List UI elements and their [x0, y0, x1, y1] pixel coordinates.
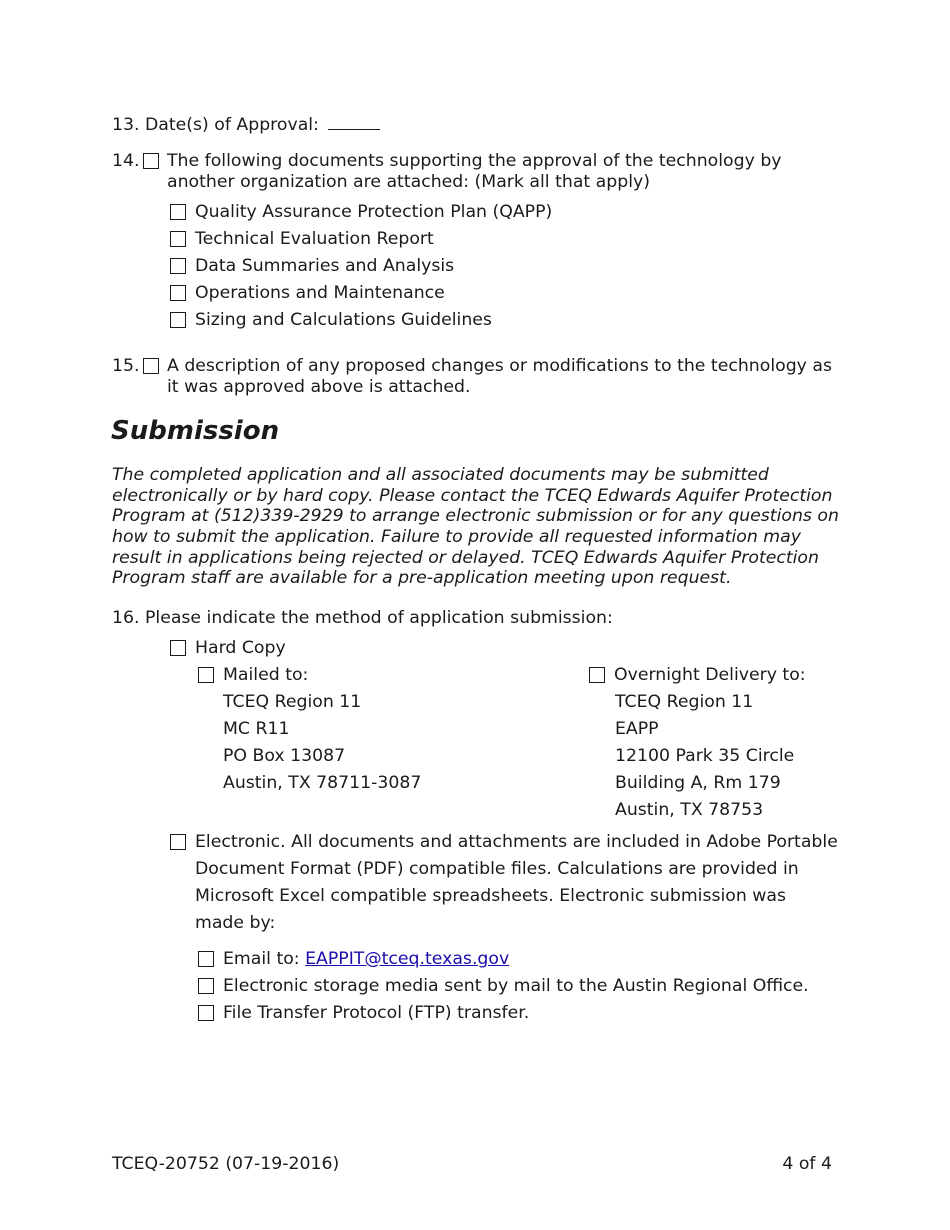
operations-maintenance-label: Operations and Maintenance [195, 283, 445, 303]
overnight-address-line: Building A, Rm 179 [615, 773, 781, 793]
electronic-text-line: Microsoft Excel compatible spreadsheets. Electronic submission was [195, 886, 787, 906]
electronic-text-line: Electronic. All documents and attachments are included in Adobe Portable [195, 832, 838, 852]
overnight-address-line: EAPP [615, 719, 659, 739]
item-14-number: 14. [112, 151, 140, 171]
submission-heading: Submission [111, 416, 280, 446]
mailed-address-line: TCEQ Region 11 [223, 692, 362, 712]
email-label: Email to: [223, 949, 300, 969]
item-13-number: 13. [112, 115, 140, 135]
overnight-address-line: 12100 Park 35 Circle [615, 746, 795, 766]
item-15-text-line2: it was approved above is attached. [167, 377, 471, 397]
electronic-text-line: Document Format (PDF) compatible files. Calculations are provided in [195, 859, 799, 879]
item-15-number: 15. [112, 356, 140, 376]
storage-media-checkbox[interactable] [198, 978, 214, 994]
submission-paragraph-line: electronically or by hard copy. Please contact the TCEQ Edwards Aquifer Protection [112, 486, 833, 506]
qapp-label: Quality Assurance Protection Plan (QAPP) [195, 202, 553, 222]
approval-date-field[interactable] [328, 112, 380, 130]
hard-copy-label: Hard Copy [195, 638, 286, 658]
item-15-text-line1: A description of any proposed changes or modifications to the technology as [167, 356, 832, 376]
electronic-text-line: made by: [195, 913, 276, 933]
footer-page-number: 4 of 4 [782, 1154, 832, 1174]
ftp-checkbox[interactable] [198, 1005, 214, 1021]
ftp-label: File Transfer Protocol (FTP) transfer. [223, 1003, 530, 1023]
item-16-label: 16. Please indicate the method of application submission: [112, 608, 613, 628]
technical-evaluation-label: Technical Evaluation Report [195, 229, 434, 249]
overnight-delivery-checkbox[interactable] [589, 667, 605, 683]
technical-evaluation-checkbox[interactable] [170, 231, 186, 247]
item-14-checkbox[interactable] [143, 153, 159, 169]
submission-paragraph-line: Program staff are available for a pre-application meeting upon request. [112, 568, 732, 588]
data-summaries-label: Data Summaries and Analysis [195, 256, 455, 276]
mailed-address-line: MC R11 [223, 719, 290, 739]
email-row [223, 949, 509, 970]
item-14-text-line1: The following documents supporting the approval of the technology by [167, 151, 782, 171]
qapp-checkbox[interactable] [170, 204, 186, 220]
storage-media-label: Electronic storage media sent by mail to the Austin Regional Office. [223, 976, 809, 996]
mailed-checkbox[interactable] [198, 667, 214, 683]
footer-form-id: TCEQ-20752 (07-19-2016) [112, 1154, 340, 1174]
operations-maintenance-checkbox[interactable] [170, 285, 186, 301]
item-15-checkbox[interactable] [143, 358, 159, 374]
email-link[interactable]: EAPPIT@tceq.texas.gov [305, 949, 510, 969]
submission-paragraph-line: how to submit the application. Failure to provide all requested information may [112, 527, 801, 547]
overnight-address-line: TCEQ Region 11 [615, 692, 754, 712]
hard-copy-checkbox[interactable] [170, 640, 186, 656]
electronic-checkbox[interactable] [170, 834, 186, 850]
overnight-address-line: Austin, TX 78753 [615, 800, 764, 820]
item-13 [112, 112, 380, 136]
submission-paragraph-line: result in applications being rejected or delayed. TCEQ Edwards Aquifer Protection [112, 548, 819, 568]
overnight-delivery-label: Overnight Delivery to: [614, 665, 806, 685]
item-14-text-line2: another organization are attached: (Mark all that apply) [167, 172, 650, 192]
item-13-label: Date(s) of Approval: [144, 115, 319, 135]
submission-paragraph-line: Program at (512)339-2929 to arrange electronic submission or for any questions on [112, 506, 839, 526]
mailed-address-line: PO Box 13087 [223, 746, 346, 766]
mailed-address-line: Austin, TX 78711-3087 [223, 773, 422, 793]
email-checkbox[interactable] [198, 951, 214, 967]
submission-paragraph-line: The completed application and all associated documents may be submitted [112, 465, 769, 485]
mailed-label: Mailed to: [223, 665, 309, 685]
sizing-calculations-checkbox[interactable] [170, 312, 186, 328]
data-summaries-checkbox[interactable] [170, 258, 186, 274]
sizing-calculations-label: Sizing and Calculations Guidelines [195, 310, 492, 330]
